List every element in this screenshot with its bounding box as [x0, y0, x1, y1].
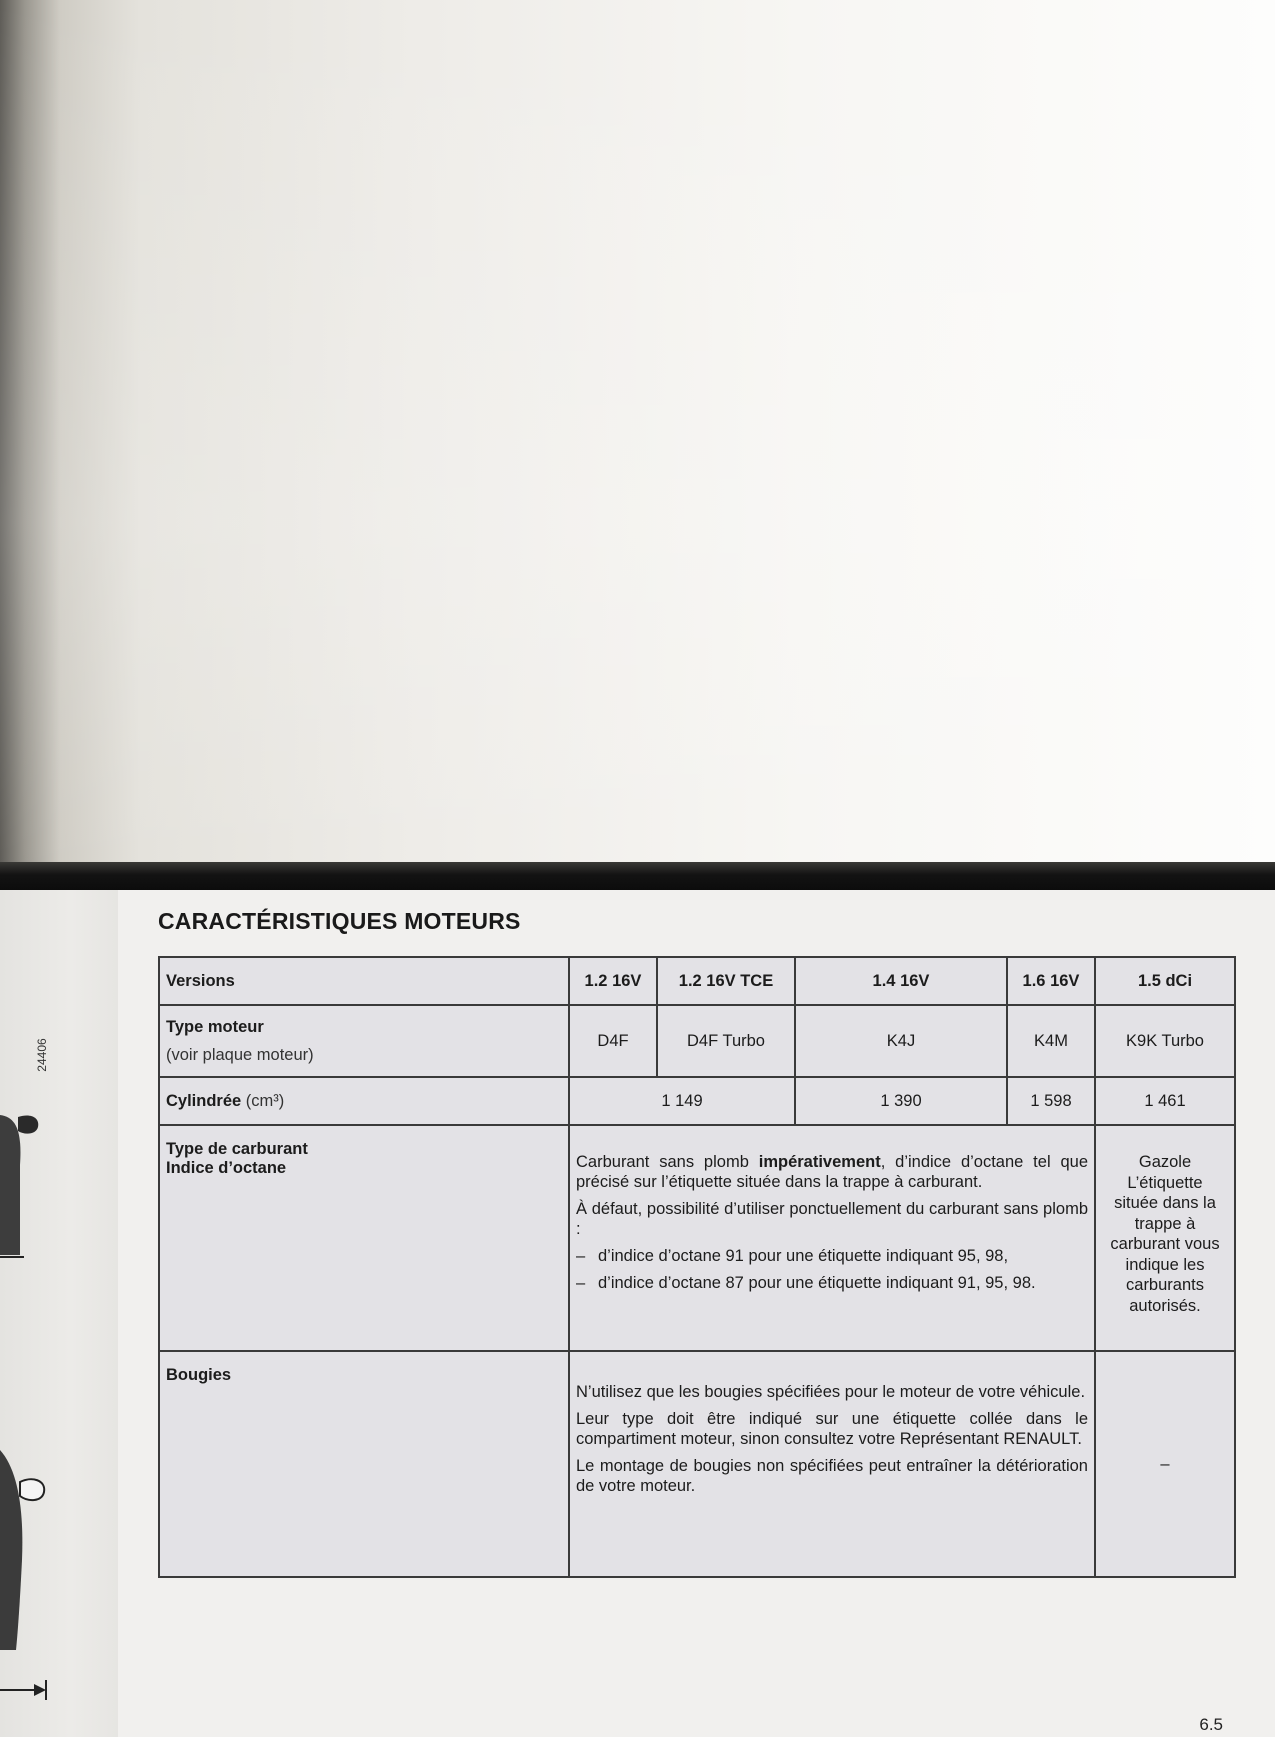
spark-paragraph: Leur type doit être indiqué sur une étiquette collée dans le compartiment moteur, sinon consultez votre Représentant RENAULT. — [576, 1410, 1088, 1448]
spark-plug-label: Bougies — [159, 1351, 569, 1577]
engine-type-cell: D4F — [569, 1005, 657, 1077]
diesel-fuel-title: Gazole — [1138, 1153, 1192, 1171]
spark-plug-diesel-cell: – — [1095, 1351, 1235, 1577]
arrow-right-icon — [0, 1680, 50, 1700]
version-cell: 1.6 16V — [1007, 957, 1095, 1005]
version-cell: 1.5 dCi — [1095, 957, 1235, 1005]
engine-type-label: Type moteur — [166, 1017, 264, 1036]
diesel-fuel-cell — [1095, 1125, 1235, 1351]
engine-type-row — [159, 1005, 1235, 1077]
spark-plug-text-cell — [569, 1351, 1095, 1577]
spark-plug-row — [159, 1351, 1235, 1577]
bullet-text: d’indice d’octane 91 pour une étiquette indiquant 95, 98, — [598, 1247, 1009, 1265]
fuel-text-emphasis: impérativement — [758, 1153, 881, 1171]
list-item — [576, 1273, 1088, 1293]
fuel-text-pre: Carburant sans plomb — [576, 1153, 759, 1171]
fuel-bullet-list — [576, 1246, 1088, 1293]
engine-type-cell: K4M — [1007, 1005, 1095, 1077]
manual-page — [0, 890, 1275, 1737]
engine-type-note: (voir plaque moteur) — [166, 1045, 314, 1064]
bullet-dash: – — [576, 1247, 586, 1265]
bullet-text: d’indice d’octane 87 pour une étiquette indiquant 91, 95, 98. — [598, 1274, 1036, 1292]
bullet-dash: – — [576, 1274, 586, 1292]
displacement-unit: (cm³) — [245, 1091, 285, 1110]
engine-type-cell: K4J — [795, 1005, 1007, 1077]
fuel-text-post: , d’indice d’octane tel que précisé sur l’étiquette située dans la trappe à carburant. — [576, 1153, 1088, 1191]
spark-paragraph: Le montage de bougies non spécifiées peut entraîner la détérioration de votre moteur. — [576, 1457, 1088, 1495]
page-title: CARACTÉRISTIQUES MOTEURS — [158, 908, 521, 934]
car-mirror-illustration-top — [0, 1105, 50, 1265]
version-cell: 1.2 16V TCE — [657, 957, 795, 1005]
fuel-label-cell — [159, 1125, 569, 1351]
diesel-fuel-text: L’étiquette située dans la trappe à carburant vous indique les carburants autorisés. — [1110, 1173, 1220, 1315]
page-number: 6.5 — [1199, 1715, 1223, 1734]
reference-code: 24406 — [35, 1038, 49, 1072]
spark-paragraph: N’utilisez que les bougies spécifiées pour le moteur de votre véhicule. — [576, 1383, 1086, 1401]
displacement-cell: 1 390 — [795, 1077, 1007, 1125]
fuel-row — [159, 1125, 1235, 1351]
displacement-label-cell — [159, 1077, 569, 1125]
versions-label: Versions — [159, 957, 569, 1005]
list-item — [576, 1246, 1088, 1266]
petrol-fuel-cell — [569, 1125, 1095, 1351]
versions-row — [159, 957, 1235, 1005]
version-cell: 1.4 16V — [795, 957, 1007, 1005]
fuel-default-text: À défaut, possibilité d’utiliser ponctuellement du carburant sans plomb : — [576, 1200, 1088, 1238]
car-mirror-illustration-bottom — [0, 1450, 50, 1650]
fuel-type-label: Type de carburant — [166, 1140, 308, 1158]
displacement-cell: 1 598 — [1007, 1077, 1095, 1125]
version-cell: 1.2 16V — [569, 957, 657, 1005]
engine-spec-table — [158, 956, 1236, 1578]
engine-type-label-cell — [159, 1005, 569, 1077]
engine-type-cell: K9K Turbo — [1095, 1005, 1235, 1077]
displacement-row — [159, 1077, 1235, 1125]
displacement-label: Cylindrée — [166, 1091, 242, 1110]
engine-type-cell: D4F Turbo — [657, 1005, 795, 1077]
page-divider-bar — [0, 862, 1275, 890]
displacement-cell: 1 149 — [569, 1077, 795, 1125]
octane-label: Indice d’octane — [166, 1159, 287, 1177]
displacement-cell: 1 461 — [1095, 1077, 1235, 1125]
fuel-requirement-text — [576, 1152, 1088, 1192]
